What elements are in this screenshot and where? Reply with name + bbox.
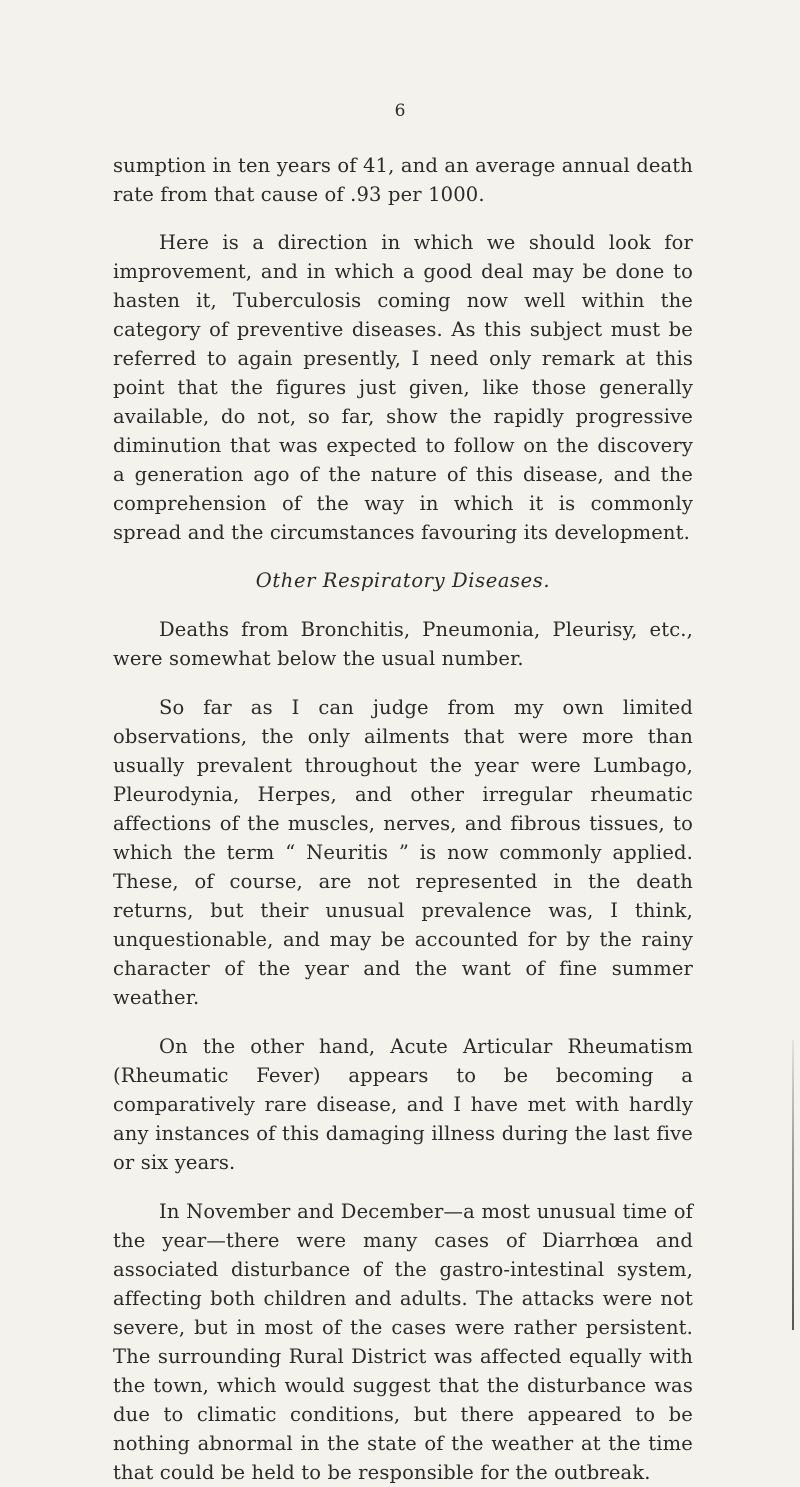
document-body	[113, 151, 693, 1487]
paragraph-ailments: So far as I can judge from my own limited observations, the only ailments that were more than usually prevalent throughout the year were Lumbago, Pleurodynia, Herpes, and other irregular rheumatic affections of the muscles, nerves, and fibrous tissues, to which the term “ Neuritis ” is now commonly applied. These, of course, are not represented in the death returns, but their unusual prevalence was, I think, unquestionable, and may be accounted for by the rainy character of the year and the want of fine summer weather.	[113, 696, 693, 1009]
paragraph-rheumatism: On the other hand, Acute Articular Rheumatism (Rheumatic Fever) appears to be becoming a comparatively rare disease, and I have met with hardly any instances of this damaging illness during the last five or six years.	[113, 1035, 693, 1174]
page-number: 6	[394, 101, 406, 121]
section-heading: Other Respiratory Diseases.	[255, 569, 551, 592]
paragraph-bronchitis: Deaths from Bronchitis, Pneumonia, Pleurisy, etc., were somewhat below the usual number.	[113, 618, 693, 670]
scan-edge-shadow	[792, 1040, 794, 1330]
paragraph-continuation: sumption in ten years of 41, and an average annual death rate from that cause of .93 per 1000.	[113, 154, 693, 206]
paragraph-diarrhoea: In November and December—a most unusual time of the year—there were many cases of Diarrhœa and associated disturbance of the gastro-intestinal system, affecting both children and adults. The attacks were not severe, but in most of the cases were rather persistent. The surrounding Rural District was affected equally with the town, which would suggest that the disturbance was due to climatic conditions, but there appeared to be nothing abnormal in the state of the weather at the time that could be held to be responsible for the outbreak.	[113, 1200, 693, 1484]
paragraph-tuberculosis: Here is a direction in which we should look for improvement, and in which a good deal may be done to hasten it, Tuberculosis coming now well within the category of preventive diseases. As this subject must be referred to again presently, I need only remark at this point that the figures just given, like those generally available, do not, so far, show the rapidly progressive diminution that was expected to follow on the discovery a generation ago of the nature of this disease, and the comprehension of the way in which it is commonly spread and the circumstances favouring its development.	[113, 231, 693, 544]
